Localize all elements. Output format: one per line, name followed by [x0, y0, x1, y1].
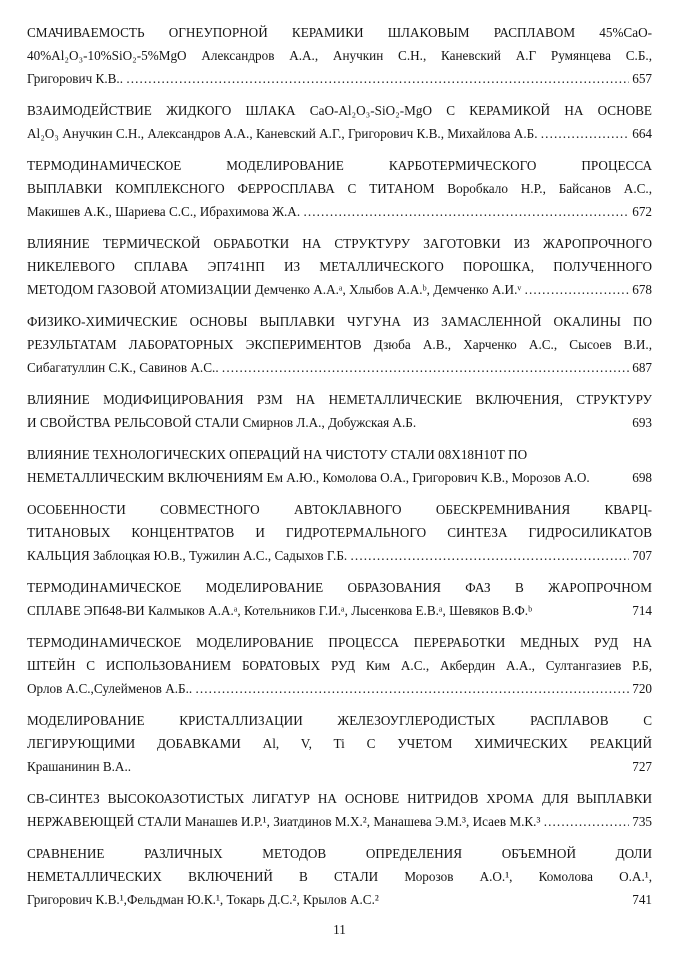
dot-leader	[525, 278, 630, 301]
entry-title-line: ТЕРМОДИНАМИЧЕСКОЕ МОДЕЛИРОВАНИЕ КАРБОТЕРМИЧЕСКОГО ПРОЦЕССА	[27, 158, 652, 173]
dot-leader	[303, 200, 629, 223]
entry-page-number: 727	[632, 759, 652, 774]
entry-page-number: 698	[632, 470, 652, 485]
entry-title-line: МОДЕЛИРОВАНИЕ КРИСТАЛЛИЗАЦИИ ЖЕЛЕЗОУГЛЕРОДИСТЫХ РАСПЛАВОВ С	[27, 713, 652, 728]
entry-authors-text: Сибагатуллин С.К., Савинов А.С..	[27, 360, 222, 375]
entry-title-line: ЛЕГИРУЮЩИМИ ДОБАВКАМИ Al, V, Ti С УЧЕТОМ ХИМИЧЕСКИХ РЕАКЦИЙ	[27, 736, 652, 751]
toc-entry	[27, 388, 652, 434]
entry-page-number: 741	[632, 892, 652, 907]
entry-authors-text: Григорович К.В.¹,Фельдман Ю.К.¹, Токарь Д.С.², Крылов А.С.²	[27, 892, 379, 907]
entry-title-line: ФИЗИКО-ХИМИЧЕСКИЕ ОСНОВЫ ВЫПЛАВКИ ЧУГУНА ИЗ ЗАМАСЛЕННОЙ ОКАЛИНЫ ПО	[27, 314, 652, 329]
entry-title-line: СВ-СИНТЕЗ ВЫСОКОАЗОТИСТЫХ ЛИГАТУР НА ОСНОВЕ НИТРИДОВ ХРОМА ДЛЯ ВЫПЛАВКИ	[27, 791, 652, 806]
entry-title-lines	[27, 498, 652, 544]
entry-last-line	[27, 356, 652, 379]
entry-authors-text: Орлов А.С.,Сулейменов А.Б..	[27, 681, 196, 696]
entry-title-lines	[27, 842, 652, 888]
toc-entry	[27, 631, 652, 700]
entry-page-number: 707	[632, 548, 652, 563]
toc-entry	[27, 232, 652, 301]
entry-title-lines	[27, 787, 652, 810]
dot-leader	[544, 810, 629, 833]
page-number: 11	[333, 922, 346, 937]
entry-authors-text: Крашанинин В.А..	[27, 759, 132, 774]
entry-page-number: 672	[632, 204, 652, 219]
entry-title-line: 40%Al₂O₃-10%SiO₂-5%MgO Александров А.А., Анучкин С.Н., Каневский А.Г Румянцева С.Б.,	[27, 48, 652, 63]
dot-leader	[222, 356, 629, 379]
entry-title-lines	[27, 631, 652, 677]
entry-last-line	[27, 122, 652, 145]
toc-entry	[27, 310, 652, 379]
entry-authors-text: Макишев А.К., Шариева С.С., Ибрахимова Ж.А.	[27, 204, 304, 219]
entry-page-number: 735	[632, 814, 652, 829]
entry-title-line: СМАЧИВАЕМОСТЬ ОГНЕУПОРНОЙ КЕРАМИКИ ШЛАКОВЫМ РАСПЛАВОМ 45%CaO-	[27, 25, 652, 40]
entry-page-number: 687	[632, 360, 652, 375]
entry-last-line	[27, 755, 652, 778]
entry-title-lines	[27, 232, 652, 278]
dot-leader	[541, 122, 629, 145]
dot-leader	[126, 67, 629, 90]
toc-entry	[27, 154, 652, 223]
entry-title-lines	[27, 576, 652, 599]
entry-last-line	[27, 810, 652, 833]
entry-title-line: РЕЗУЛЬТАТАМ ЛАБОРАТОРНЫХ ЭКСПЕРИМЕНТОВ Дзюба А.В., Харченко А.С., Сысоев В.И.,	[27, 337, 652, 352]
entry-page-number: 720	[632, 681, 652, 696]
toc-entry	[27, 21, 652, 90]
dot-leader	[195, 677, 629, 700]
toc-entry	[27, 787, 652, 833]
entry-title-lines	[27, 99, 652, 122]
entry-title-line: ШТЕЙН С ИСПОЛЬЗОВАНИЕМ БОРАТОВЫХ РУД Ким А.С., Акбердин А.А., Султангазиев Р.Б,	[27, 658, 652, 673]
toc-entry	[27, 576, 652, 622]
entry-title-line: НИКЕЛЕВОГО СПЛАВА ЭП741НП ИЗ МЕТАЛЛИЧЕСКОГО ПОРОШКА, ПОЛУЧЕННОГО	[27, 259, 652, 274]
entry-last-line	[27, 200, 652, 223]
entry-title-line: ВЛИЯНИЕ ТЕРМИЧЕСКОЙ ОБРАБОТКИ НА СТРУКТУРУ ЗАГОТОВКИ ИЗ ЖАРОПРОЧНОГО	[27, 236, 652, 251]
entry-last-line	[27, 278, 652, 301]
toc-entry	[27, 443, 652, 489]
entry-title-line: ВЗАИМОДЕЙСТВИЕ ЖИДКОГО ШЛАКА CaO-Al₂O₃-SiO₂-MgO С КЕРАМИКОЙ НА ОСНОВЕ	[27, 103, 652, 118]
entry-page-number: 678	[632, 282, 652, 297]
toc-entries	[27, 21, 652, 911]
entry-last-line	[27, 466, 652, 489]
entry-last-line	[27, 599, 652, 622]
entry-last-line	[27, 888, 652, 911]
entry-page-number: 664	[632, 126, 652, 141]
entry-title-line: СРАВНЕНИЕ РАЗЛИЧНЫХ МЕТОДОВ ОПРЕДЕЛЕНИЯ ОБЪЕМНОЙ ДОЛИ	[27, 846, 652, 861]
entry-authors-text: НЕМЕТАЛЛИЧЕСКИМ ВКЛЮЧЕНИЯМ Ем А.Ю., Комолова О.А., Григорович К.В., Морозов А.О.	[27, 470, 590, 485]
entry-title-lines	[27, 443, 652, 466]
entry-title-line: ТЕРМОДИНАМИЧЕСКОЕ МОДЕЛИРОВАНИЕ ОБРАЗОВАНИЯ ФАЗ В ЖАРОПРОЧНОМ	[27, 580, 652, 595]
entry-title-line: НЕМЕТАЛЛИЧЕСКИХ ВКЛЮЧЕНИЙ В СТАЛИ Морозов А.О.¹, Комолова О.А.¹,	[27, 869, 652, 884]
page-footer	[0, 922, 679, 938]
dot-leader	[351, 544, 630, 567]
entry-authors-text: КАЛЬЦИЯ Заблоцкая Ю.В., Тужилин А.С., Садыхов Г.Б.	[27, 548, 351, 563]
entry-title-lines	[27, 709, 652, 755]
entry-title-lines	[27, 21, 652, 67]
entry-title-lines	[27, 388, 652, 411]
entry-authors-text: НЕРЖАВЕЮЩЕЙ СТАЛИ Манашев И.Р.¹, Зиатдинов М.Х.², Манашева Э.М.³, Исаев М.К.³	[27, 814, 544, 829]
entry-title-line: ВЛИЯНИЕ МОДИФИЦИРОВАНИЯ РЗМ НА НЕМЕТАЛЛИЧЕСКИЕ ВКЛЮЧЕНИЯ, СТРУКТУРУ	[27, 392, 652, 407]
toc-entry	[27, 842, 652, 911]
toc-entry	[27, 709, 652, 778]
entry-title-line: ВЫПЛАВКИ КОМПЛЕКСНОГО ФЕРРОСПЛАВА С ТИТАНОМ Воробкало Н.Р., Байсанов А.С.,	[27, 181, 652, 196]
entry-authors-text: Григорович К.В..	[27, 71, 127, 86]
entry-page-number: 714	[632, 603, 652, 618]
entry-title-line: ТИТАНОВЫХ КОНЦЕНТРАТОВ И ГИДРОТЕРМАЛЬНОГО СИНТЕЗА ГИДРОСИЛИКАТОВ	[27, 525, 652, 540]
entry-authors-text: Al₂O₃ Анучкин С.Н., Александров А.А., Каневский А.Г., Григорович К.В., Михайлова А.Б.	[27, 126, 541, 141]
toc-entry	[27, 498, 652, 567]
entry-page-number: 693	[632, 415, 652, 430]
entry-last-line	[27, 67, 652, 90]
entry-authors-text: И СВОЙСТВА РЕЛЬСОВОЙ СТАЛИ Смирнов Л.А., Добужская А.Б.	[27, 415, 417, 430]
entry-title-line: ВЛИЯНИЕ ТЕХНОЛОГИЧЕСКИХ ОПЕРАЦИЙ НА ЧИСТОТУ СТАЛИ 08Х18Н10Т ПО	[27, 447, 528, 462]
toc-entry	[27, 99, 652, 145]
entry-authors-text: МЕТОДОМ ГАЗОВОЙ АТОМИЗАЦИИ Демченко А.А.ᵃ, Хлыбов А.А.ᵇ, Демченко А.И.ᵛ	[27, 282, 525, 297]
entry-title-line: ТЕРМОДИНАМИЧЕСКОЕ МОДЕЛИРОВАНИЕ ПРОЦЕССА ПЕРЕРАБОТКИ МЕДНЫХ РУД НА	[27, 635, 652, 650]
entry-last-line	[27, 677, 652, 700]
entry-last-line	[27, 544, 652, 567]
entry-authors-text: СПЛАВЕ ЭП648-ВИ Калмыков А.А.ᵃ, Котельников Г.И.ᵃ, Лысенкова Е.В.ᵃ, Шевяков В.Ф.ᵇ	[27, 603, 533, 618]
entry-last-line	[27, 411, 652, 434]
entry-page-number: 657	[632, 71, 652, 86]
entry-title-lines	[27, 310, 652, 356]
entry-title-lines	[27, 154, 652, 200]
entry-title-line: ОСОБЕННОСТИ СОВМЕСТНОГО АВТОКЛАВНОГО ОБЕСКРЕМНИВАНИЯ КВАРЦ-	[27, 502, 652, 517]
